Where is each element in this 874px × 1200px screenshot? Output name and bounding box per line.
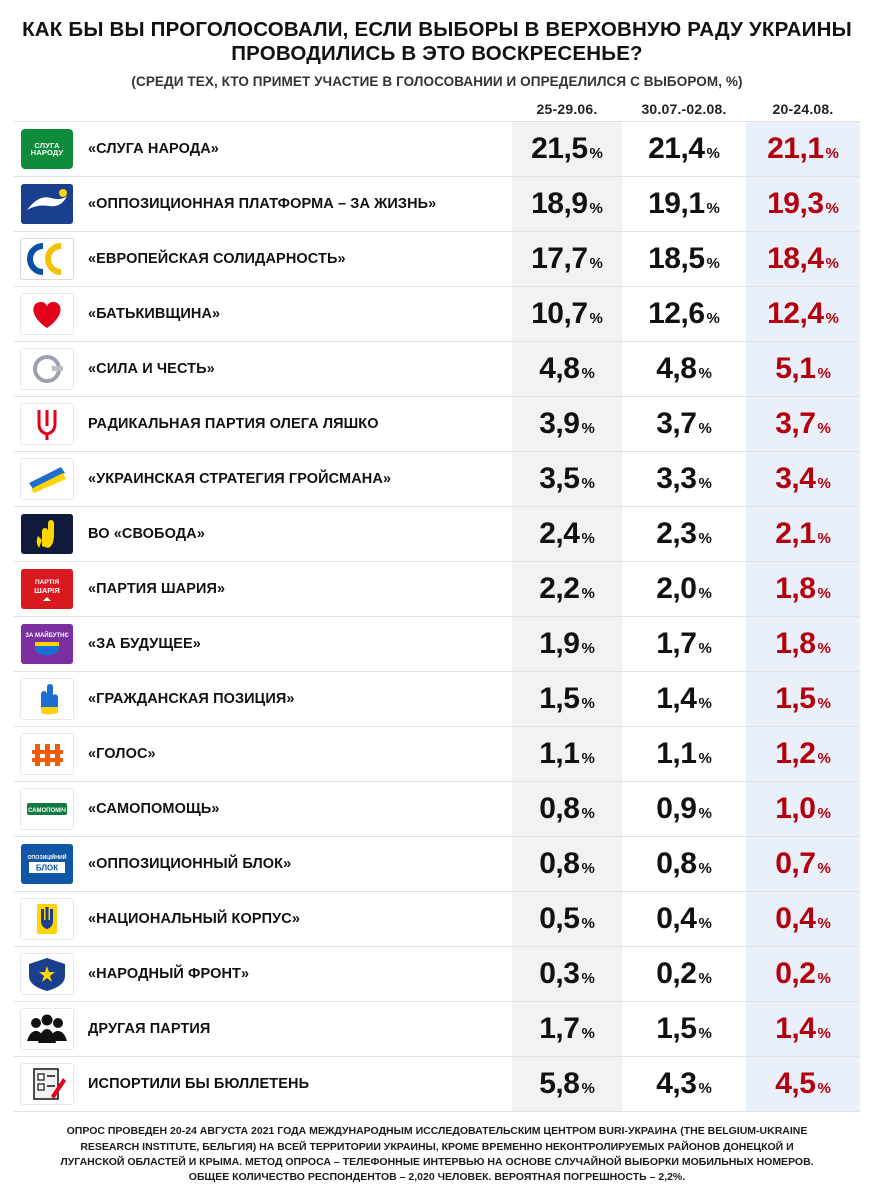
- percent-sign: %: [817, 860, 831, 878]
- percent-sign: %: [581, 585, 595, 603]
- party-name: «ОППОЗИЦИОННЫЙ БЛОК»: [88, 856, 292, 873]
- party-name: «СЛУГА НАРОДА»: [88, 141, 219, 158]
- value-number: 21,5: [531, 132, 588, 166]
- value-number: 1,5: [775, 682, 816, 716]
- value-period-3: [746, 892, 860, 946]
- value-period-2: [622, 837, 746, 891]
- percent-sign: %: [698, 860, 712, 878]
- svg-text:САМОПОМIЧ: САМОПОМIЧ: [27, 808, 67, 815]
- footer-note: [0, 1112, 874, 1193]
- percent-sign: %: [589, 200, 603, 218]
- table-row: [14, 177, 860, 232]
- page-title: КАК БЫ ВЫ ПРОГОЛОСОВАЛИ, ЕСЛИ ВЫБОРЫ В ВЕРХОВНУЮ РАДУ УКРАИНЫ ПРОВОДИЛИСЬ В ЭТО ВОСКРЕСЕНЬЕ?: [22, 18, 852, 66]
- value-number: 2,3: [656, 517, 697, 551]
- value-number: 18,5: [648, 242, 705, 276]
- party-name: «СИЛА И ЧЕСТЬ»: [88, 361, 215, 378]
- table-row: [14, 1002, 860, 1057]
- party-name: «НАЦИОНАЛЬНЫЙ КОРПУС»: [88, 911, 301, 928]
- percent-sign: %: [581, 530, 595, 548]
- value-number: 0,8: [656, 847, 697, 881]
- opposition-bloc-logo: [21, 844, 73, 884]
- value-number: 1,5: [539, 682, 580, 716]
- footer-line-1: ОПРОС ПРОВЕДЕН 20-24 АВГУСТА 2021 ГОДА МЕЖДУНАРОДНЫМ ИССЛЕДОВАТЕЛЬСКИМ ЦЕНТРОМ BURI-УКРАИНА (THE BELGIUM-UKRAINE: [66, 1125, 808, 1138]
- value-number: 3,9: [539, 407, 580, 441]
- percent-sign: %: [817, 805, 831, 823]
- svg-text:ЗА МАЙБУТНЄ: ЗА МАЙБУТНЄ: [25, 633, 69, 640]
- percent-sign: %: [698, 585, 712, 603]
- percent-sign: %: [825, 200, 839, 218]
- percent-sign: %: [581, 750, 595, 768]
- percent-sign: %: [581, 1080, 595, 1098]
- value-period-1: [512, 1002, 622, 1056]
- party-logo-cell: [14, 1002, 80, 1056]
- percent-sign: %: [817, 970, 831, 988]
- value-number: 3,7: [656, 407, 697, 441]
- value-period-3: [746, 782, 860, 836]
- percent-sign: %: [698, 1080, 712, 1098]
- value-period-1: [512, 727, 622, 781]
- value-period-2: [622, 232, 746, 286]
- percent-sign: %: [581, 365, 595, 383]
- value-period-2: [622, 122, 746, 176]
- value-period-3: [746, 947, 860, 1001]
- value-period-2: [622, 727, 746, 781]
- table-row: [14, 947, 860, 1002]
- value-period-3: [746, 562, 860, 616]
- syla-i-chest-logo: [20, 348, 74, 390]
- value-number: 4,8: [656, 352, 697, 386]
- percent-sign: %: [581, 805, 595, 823]
- value-number: 2,1: [775, 517, 816, 551]
- party-name: «ПАРТИЯ ШАРИЯ»: [88, 581, 226, 598]
- value-number: 0,5: [539, 902, 580, 936]
- value-number: 0,2: [656, 957, 697, 991]
- value-period-3: [746, 617, 860, 671]
- value-period-2: [622, 177, 746, 231]
- value-number: 3,5: [539, 462, 580, 496]
- percent-sign: %: [817, 530, 831, 548]
- party-logo-cell: [14, 342, 80, 396]
- table-row: [14, 617, 860, 672]
- value-number: 1,5: [656, 1012, 697, 1046]
- value-number: 12,4: [767, 297, 824, 331]
- percent-sign: %: [581, 420, 595, 438]
- value-number: 0,4: [656, 902, 697, 936]
- value-number: 4,5: [775, 1067, 816, 1101]
- footer-line-4: ОБЩЕЕ КОЛИЧЕСТВО РЕСПОНДЕНТОВ – 2,020 ЧЕЛОВЕК. ВЕРОЯТНАЯ ПОГРЕШНОСТЬ – 2,2%.: [188, 1171, 686, 1184]
- table-row: [14, 342, 860, 397]
- percent-sign: %: [589, 145, 603, 163]
- value-period-2: [622, 507, 746, 561]
- value-number: 1,9: [539, 627, 580, 661]
- party-name: «ЕВРОПЕЙСКАЯ СОЛИДАРНОСТЬ»: [88, 251, 346, 268]
- svg-text:ОПОЗИЦIЙНИЙ: ОПОЗИЦIЙНИЙ: [27, 855, 67, 862]
- party-name: ДРУГАЯ ПАРТИЯ: [88, 1021, 211, 1038]
- value-period-1: [512, 397, 622, 451]
- value-period-1: [512, 617, 622, 671]
- value-number: 1,7: [656, 627, 697, 661]
- value-number: 2,4: [539, 517, 580, 551]
- value-period-1: [512, 342, 622, 396]
- value-number: 3,7: [775, 407, 816, 441]
- table-row: [14, 672, 860, 727]
- value-period-1: [512, 287, 622, 341]
- percent-sign: %: [698, 1025, 712, 1043]
- value-number: 0,9: [656, 792, 697, 826]
- percent-sign: %: [817, 915, 831, 933]
- percent-sign: %: [817, 1080, 831, 1098]
- national-corps-trident-logo: [20, 898, 74, 940]
- party-name: ВО «СВОБОДА»: [88, 526, 205, 543]
- table-row: [14, 1057, 860, 1112]
- percent-sign: %: [825, 145, 839, 163]
- svg-text:ШАРIЯ: ШАРIЯ: [34, 586, 60, 596]
- party-logo-cell: [14, 837, 80, 891]
- value-period-1: [512, 122, 622, 176]
- party-logo-cell: [14, 947, 80, 1001]
- batkivshchyna-heart-logo: [20, 293, 74, 335]
- percent-sign: %: [698, 695, 712, 713]
- value-period-2: [622, 287, 746, 341]
- footer-line-3: ЛУГАНСКОЙ ОБЛАСТЕЙ И КРЫМА. МЕТОД ОПРОСА – ТЕЛЕФОННЫЕ ИНТЕРВЬЮ НА ОСНОВЕ СЛУЧАЙНОЙ ВЫБОРКИ МОБИЛЬНЫХ НОМЕРОВ.: [60, 1155, 814, 1168]
- value-number: 4,3: [656, 1067, 697, 1101]
- value-number: 1,1: [539, 737, 580, 771]
- samopomich-logo: [20, 788, 74, 830]
- value-period-1: [512, 1057, 622, 1111]
- value-number: 1,4: [656, 682, 697, 716]
- party-logo-cell: [14, 507, 80, 561]
- value-number: 4,8: [539, 352, 580, 386]
- sluga-narodu-logo: СЛУГА НАРОДУ: [21, 129, 73, 169]
- value-period-3: [746, 122, 860, 176]
- value-number: 3,3: [656, 462, 697, 496]
- value-period-2: [622, 342, 746, 396]
- column-header-period-3: 20-24.08.: [772, 101, 834, 118]
- percent-sign: %: [698, 640, 712, 658]
- value-number: 2,2: [539, 572, 580, 606]
- percent-sign: %: [581, 915, 595, 933]
- value-number: 5,1: [775, 352, 816, 386]
- value-number: 0,8: [539, 792, 580, 826]
- percent-sign: %: [698, 475, 712, 493]
- value-number: 1,2: [775, 737, 816, 771]
- value-number: 3,4: [775, 462, 816, 496]
- value-number: 1,8: [775, 627, 816, 661]
- results-table: [0, 121, 874, 1112]
- party-name: «УКРАИНСКАЯ СТРАТЕГИЯ ГРОЙСМАНА»: [88, 471, 392, 488]
- table-row: [14, 727, 860, 782]
- party-logo-cell: [14, 232, 80, 286]
- value-number: 19,1: [648, 187, 705, 221]
- percent-sign: %: [817, 585, 831, 603]
- value-number: 0,7: [775, 847, 816, 881]
- percent-sign: %: [825, 255, 839, 273]
- percent-sign: %: [698, 365, 712, 383]
- percent-sign: %: [698, 530, 712, 548]
- table-row: [14, 232, 860, 287]
- value-period-3: [746, 452, 860, 506]
- column-headers: [0, 91, 874, 121]
- party-logo-cell: [14, 672, 80, 726]
- table-row: [14, 121, 860, 177]
- value-number: 1,0: [775, 792, 816, 826]
- value-number: 1,8: [775, 572, 816, 606]
- party-logo-cell: [14, 562, 80, 616]
- percent-sign: %: [698, 750, 712, 768]
- svoboda-hand-logo: [21, 514, 73, 554]
- party-name: «САМОПОМОЩЬ»: [88, 801, 220, 818]
- ukrainian-strategy-groysman-logo: [20, 458, 74, 500]
- value-number: 0,4: [775, 902, 816, 936]
- party-logo-cell: [14, 782, 80, 836]
- table-row: [14, 837, 860, 892]
- column-header-period-1: 25-29.06.: [536, 101, 598, 118]
- party-name: «ГОЛОС»: [88, 746, 156, 763]
- svg-text:ПАРТIЯ: ПАРТIЯ: [34, 579, 60, 587]
- percent-sign: %: [581, 1025, 595, 1043]
- value-period-1: [512, 837, 622, 891]
- party-logo-cell: [14, 177, 80, 231]
- value-period-1: [512, 452, 622, 506]
- value-number: 1,7: [539, 1012, 580, 1046]
- percent-sign: %: [589, 310, 603, 328]
- party-logo-cell: [14, 397, 80, 451]
- percent-sign: %: [698, 970, 712, 988]
- percent-sign: %: [817, 365, 831, 383]
- percent-sign: %: [581, 860, 595, 878]
- value-period-3: [746, 507, 860, 561]
- value-number: 0,3: [539, 957, 580, 991]
- percent-sign: %: [589, 255, 603, 273]
- percent-sign: %: [706, 255, 720, 273]
- value-period-3: [746, 232, 860, 286]
- value-period-2: [622, 782, 746, 836]
- narodnyi-front-logo: [20, 953, 74, 995]
- table-row: [14, 397, 860, 452]
- value-period-2: [622, 617, 746, 671]
- party-name: «ГРАЖДАНСКАЯ ПОЗИЦИЯ»: [88, 691, 295, 708]
- party-logo-cell: [14, 617, 80, 671]
- holos-logo: [20, 733, 74, 775]
- value-period-3: [746, 1057, 860, 1111]
- percent-sign: %: [698, 420, 712, 438]
- za-maybutne-logo: [21, 624, 73, 664]
- value-period-1: [512, 562, 622, 616]
- percent-sign: %: [817, 475, 831, 493]
- percent-sign: %: [698, 915, 712, 933]
- value-number: 0,8: [539, 847, 580, 881]
- svg-text:БЛОК: БЛОК: [35, 863, 59, 873]
- party-logo-cell: [14, 1057, 80, 1111]
- value-period-1: [512, 892, 622, 946]
- percent-sign: %: [817, 640, 831, 658]
- value-period-2: [622, 672, 746, 726]
- value-number: 19,3: [767, 187, 824, 221]
- value-period-2: [622, 562, 746, 616]
- value-number: 0,2: [775, 957, 816, 991]
- percent-sign: %: [817, 1025, 831, 1043]
- percent-sign: %: [817, 695, 831, 713]
- european-solidarity-logo: [20, 238, 74, 280]
- value-period-3: [746, 177, 860, 231]
- party-name: «ЗА БУДУЩЕЕ»: [88, 636, 201, 653]
- party-name: ИСПОРТИЛИ БЫ БЮЛЛЕТЕНЬ: [88, 1076, 310, 1093]
- value-period-2: [622, 947, 746, 1001]
- value-period-2: [622, 1002, 746, 1056]
- value-period-3: [746, 672, 860, 726]
- value-period-3: [746, 727, 860, 781]
- header: [0, 0, 874, 91]
- civic-position-hand-logo: [20, 678, 74, 720]
- percent-sign: %: [581, 640, 595, 658]
- percent-sign: %: [581, 695, 595, 713]
- footer-line-2: RESEARCH INSTITUTE, БЕЛЬГИЯ) НА ВСЕЙ ТЕРРИТОРИИ УКРАИНЫ, КРОМЕ ВРЕМЕННО НЕКОНТРОЛИРУЕМЫХ РАЙОНОВ ДОНЕЦКОЙ И: [80, 1140, 794, 1153]
- percent-sign: %: [698, 805, 712, 823]
- percent-sign: %: [581, 970, 595, 988]
- radical-party-pitchfork-logo: [20, 403, 74, 445]
- table-row: [14, 507, 860, 562]
- table-row: [14, 562, 860, 617]
- percent-sign: %: [817, 750, 831, 768]
- value-number: 18,9: [531, 187, 588, 221]
- page-subtitle: (СРЕДИ ТЕХ, КТО ПРИМЕТ УЧАСТИЕ В ГОЛОСОВАНИИ И ОПРЕДЕЛИЛСЯ С ВЫБОРОМ, %): [131, 74, 743, 90]
- value-period-1: [512, 177, 622, 231]
- party-logo-cell: [14, 122, 80, 176]
- value-period-1: [512, 782, 622, 836]
- party-logo-cell: [14, 727, 80, 781]
- value-period-2: [622, 397, 746, 451]
- value-period-3: [746, 397, 860, 451]
- value-number: 12,6: [648, 297, 705, 331]
- value-period-2: [622, 1057, 746, 1111]
- party-name: «БАТЬКИВЩИНА»: [88, 306, 221, 323]
- opposition-platform-za-zhyttia-logo: [21, 184, 73, 224]
- party-logo-cell: [14, 892, 80, 946]
- value-number: 21,1: [767, 132, 824, 166]
- shariy-party-logo: [21, 569, 73, 609]
- value-period-1: [512, 672, 622, 726]
- column-header-period-2: 30.07.-02.08.: [641, 101, 727, 118]
- table-row: [14, 452, 860, 507]
- value-period-2: [622, 452, 746, 506]
- value-number: 5,8: [539, 1067, 580, 1101]
- table-row: [14, 287, 860, 342]
- value-period-3: [746, 287, 860, 341]
- value-period-3: [746, 1002, 860, 1056]
- percent-sign: %: [706, 145, 720, 163]
- party-name: РАДИКАЛЬНАЯ ПАРТИЯ ОЛЕГА ЛЯШКО: [88, 416, 379, 433]
- value-number: 17,7: [531, 242, 588, 276]
- value-number: 1,4: [775, 1012, 816, 1046]
- spoiled-ballot-icon: [20, 1063, 74, 1105]
- party-name: «ОППОЗИЦИОННАЯ ПЛАТФОРМА – ЗА ЖИЗНЬ»: [88, 196, 437, 213]
- value-number: 21,4: [648, 132, 705, 166]
- percent-sign: %: [706, 310, 720, 328]
- value-period-3: [746, 342, 860, 396]
- value-period-1: [512, 947, 622, 1001]
- value-period-1: [512, 507, 622, 561]
- value-number: 18,4: [767, 242, 824, 276]
- party-name: «НАРОДНЫЙ ФРОНТ»: [88, 966, 250, 983]
- value-period-1: [512, 232, 622, 286]
- percent-sign: %: [825, 310, 839, 328]
- value-number: 1,1: [656, 737, 697, 771]
- people-group-icon: [20, 1008, 74, 1050]
- percent-sign: %: [817, 420, 831, 438]
- value-period-2: [622, 892, 746, 946]
- value-number: 10,7: [531, 297, 588, 331]
- value-number: 2,0: [656, 572, 697, 606]
- percent-sign: %: [706, 200, 720, 218]
- table-row: [14, 892, 860, 947]
- party-logo-cell: [14, 287, 80, 341]
- percent-sign: %: [581, 475, 595, 493]
- value-period-3: [746, 837, 860, 891]
- table-row: [14, 782, 860, 837]
- party-logo-cell: [14, 452, 80, 506]
